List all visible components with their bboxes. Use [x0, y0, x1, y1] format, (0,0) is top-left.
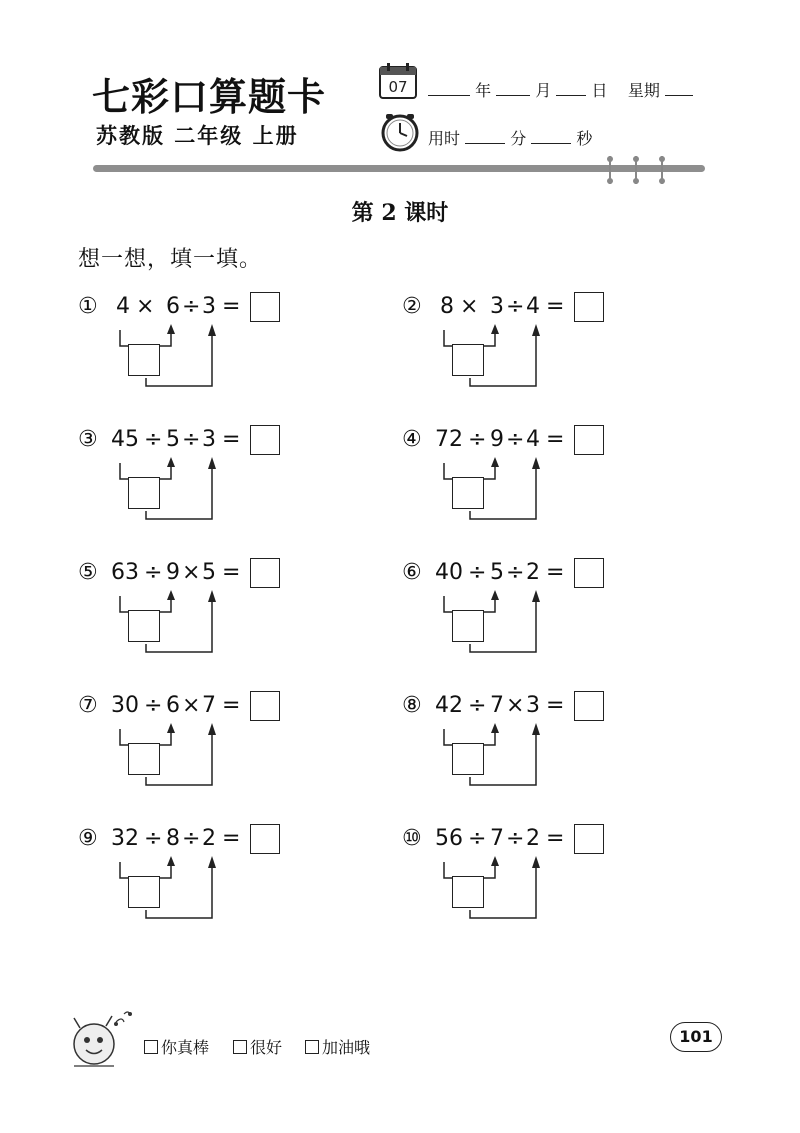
operand-a: 63 — [111, 560, 139, 585]
arrow-head — [167, 457, 175, 467]
operand-c: 3 — [202, 294, 216, 319]
operand-a: 30 — [111, 693, 139, 718]
operator-2: ÷ — [182, 294, 201, 319]
arrow-head — [208, 856, 216, 868]
arrow-head — [491, 324, 499, 334]
arrow-head — [532, 723, 540, 735]
problem-item — [78, 423, 378, 533]
arrow-head — [532, 590, 540, 602]
time-label: 用时 — [428, 129, 461, 148]
equals-sign: = — [546, 693, 565, 718]
operator-1: ÷ — [468, 427, 487, 452]
intermediate-answer-box[interactable] — [128, 477, 160, 509]
step-diagram — [78, 423, 378, 533]
calendar-icon — [378, 62, 418, 100]
operand-a: 42 — [435, 693, 463, 718]
arrow-head — [208, 590, 216, 602]
operand-b: 3 — [490, 294, 504, 319]
mascot-icon — [66, 1008, 138, 1070]
operand-c: 4 — [526, 427, 540, 452]
arrow-head — [167, 590, 175, 600]
intermediate-answer-box[interactable] — [128, 743, 160, 775]
problem-number: ⑤ — [78, 560, 98, 585]
problem-number: ① — [78, 294, 98, 319]
problem-number: ⑥ — [402, 560, 422, 585]
time-fields — [428, 126, 592, 149]
operator-1: ÷ — [468, 693, 487, 718]
arrow-head — [167, 856, 175, 866]
operand-b: 9 — [490, 427, 504, 452]
operand-c: 2 — [526, 826, 540, 851]
arrow-head — [208, 723, 216, 735]
intermediate-answer-box[interactable] — [128, 344, 160, 376]
day-blank[interactable] — [556, 81, 586, 96]
rating-option-good[interactable] — [233, 1035, 282, 1058]
operand-a: 45 — [111, 427, 139, 452]
clock-icon — [380, 112, 420, 152]
month-blank[interactable] — [496, 81, 530, 96]
operator-1: ÷ — [468, 560, 487, 585]
equals-sign: = — [222, 560, 241, 585]
problem-number: ④ — [402, 427, 422, 452]
equals-sign: = — [546, 294, 565, 319]
step-diagram — [402, 556, 702, 666]
operator-1: × — [460, 294, 479, 319]
bar-clip-icon — [658, 156, 666, 184]
problem-item — [402, 822, 702, 932]
problem-item — [402, 556, 702, 666]
arrow-head — [491, 723, 499, 733]
date-fields — [428, 78, 693, 101]
operand-a: 56 — [435, 826, 463, 851]
problem-number: ② — [402, 294, 422, 319]
operator-2: ÷ — [182, 427, 201, 452]
year-blank[interactable] — [428, 81, 470, 96]
equals-sign: = — [546, 826, 565, 851]
operand-a: 32 — [111, 826, 139, 851]
intermediate-answer-box[interactable] — [452, 477, 484, 509]
problem-number: ⑦ — [78, 693, 98, 718]
step-diagram — [402, 822, 702, 932]
problem-item — [402, 290, 702, 400]
weekday-blank[interactable] — [665, 81, 693, 96]
operand-b: 9 — [166, 560, 180, 585]
operator-2: ÷ — [506, 560, 525, 585]
arrow-head — [491, 457, 499, 467]
arrow-head — [491, 856, 499, 866]
minute-blank[interactable] — [465, 129, 505, 144]
arrow-head — [208, 457, 216, 469]
second-label: 秒 — [576, 129, 593, 148]
operand-c: 4 — [526, 294, 540, 319]
operator-2: × — [506, 693, 525, 718]
second-blank[interactable] — [531, 129, 571, 144]
intermediate-answer-box[interactable] — [452, 743, 484, 775]
intermediate-answer-box[interactable] — [452, 610, 484, 642]
problem-item — [78, 689, 378, 799]
intermediate-answer-box[interactable] — [128, 876, 160, 908]
equals-sign: = — [222, 826, 241, 851]
operand-b: 8 — [166, 826, 180, 851]
equals-sign: = — [222, 294, 241, 319]
rating-checkbox[interactable] — [144, 1040, 158, 1054]
intermediate-answer-box[interactable] — [452, 344, 484, 376]
operand-a: 8 — [440, 294, 454, 319]
operand-b: 7 — [490, 693, 504, 718]
arrow-head — [167, 324, 175, 334]
operand-c: 2 — [526, 560, 540, 585]
step-diagram — [78, 689, 378, 799]
operand-c: 3 — [202, 427, 216, 452]
step-diagram — [78, 556, 378, 666]
calendar-day: 07 — [388, 78, 408, 96]
problem-item — [78, 556, 378, 666]
rating-option-keep-going[interactable] — [305, 1035, 370, 1058]
problem-item — [78, 290, 378, 400]
rating-checkbox[interactable] — [305, 1040, 319, 1054]
rating-label: 很好 — [250, 1038, 283, 1057]
operator-1: ÷ — [144, 826, 163, 851]
operand-b: 6 — [166, 294, 180, 319]
operand-a: 4 — [116, 294, 130, 319]
weekday-label: 星期 — [627, 81, 660, 100]
instruction-text: 想一想，填一填。 — [78, 247, 263, 272]
operator-2: × — [182, 560, 201, 585]
step-diagram — [78, 822, 378, 932]
step-diagram — [402, 423, 702, 533]
operand-b: 7 — [490, 826, 504, 851]
arrow-head — [532, 457, 540, 469]
year-label: 年 — [475, 81, 492, 100]
rating-checkbox[interactable] — [233, 1040, 247, 1054]
arrow-head — [532, 324, 540, 336]
equals-sign: = — [546, 427, 565, 452]
equals-sign: = — [222, 693, 241, 718]
operand-a: 72 — [435, 427, 463, 452]
equals-sign: = — [222, 427, 241, 452]
minute-label: 分 — [510, 129, 527, 148]
arrow-head — [532, 856, 540, 868]
problem-item — [402, 423, 702, 533]
operand-b: 5 — [490, 560, 504, 585]
step-diagram — [402, 689, 702, 799]
step-diagram — [402, 290, 702, 400]
month-label: 月 — [535, 81, 552, 100]
arrow-head — [167, 723, 175, 733]
problem-number: ⑩ — [402, 826, 422, 851]
operator-2: ÷ — [506, 826, 525, 851]
operator-1: ÷ — [144, 693, 163, 718]
operand-c: 2 — [202, 826, 216, 851]
problem-number: ⑧ — [402, 693, 422, 718]
operator-1: ÷ — [468, 826, 487, 851]
operator-2: ÷ — [182, 826, 201, 851]
edition-subtitle: 苏教版 二年级 上册 — [96, 124, 299, 148]
operand-a: 40 — [435, 560, 463, 585]
step-diagram — [78, 290, 378, 400]
rating-option-great[interactable] — [144, 1035, 209, 1058]
problem-item — [78, 822, 378, 932]
rating-label: 你真棒 — [161, 1038, 210, 1057]
operator-1: ÷ — [144, 427, 163, 452]
page-number: 101 — [670, 1022, 722, 1052]
equals-sign: = — [546, 560, 565, 585]
operator-1: ÷ — [144, 560, 163, 585]
intermediate-answer-box[interactable] — [452, 876, 484, 908]
operand-c: 5 — [202, 560, 216, 585]
arrow-head — [491, 590, 499, 600]
operand-c: 7 — [202, 693, 216, 718]
problem-item — [402, 689, 702, 799]
operand-b: 5 — [166, 427, 180, 452]
arrow-head — [208, 324, 216, 336]
operator-2: ÷ — [506, 427, 525, 452]
bar-clip-icon — [606, 156, 614, 184]
problem-number: ⑨ — [78, 826, 98, 851]
intermediate-answer-box[interactable] — [128, 610, 160, 642]
operator-2: ÷ — [506, 294, 525, 319]
day-label: 日 — [591, 81, 608, 100]
operator-2: × — [182, 693, 201, 718]
lesson-title: 第 2 课时 — [351, 200, 449, 226]
logo-text: 七彩口算题卡 — [92, 75, 327, 119]
problem-number: ③ — [78, 427, 98, 452]
bar-clip-icon — [632, 156, 640, 184]
operand-b: 6 — [166, 693, 180, 718]
rating-label: 加油哦 — [322, 1038, 371, 1057]
operand-c: 3 — [526, 693, 540, 718]
operator-1: × — [136, 294, 155, 319]
